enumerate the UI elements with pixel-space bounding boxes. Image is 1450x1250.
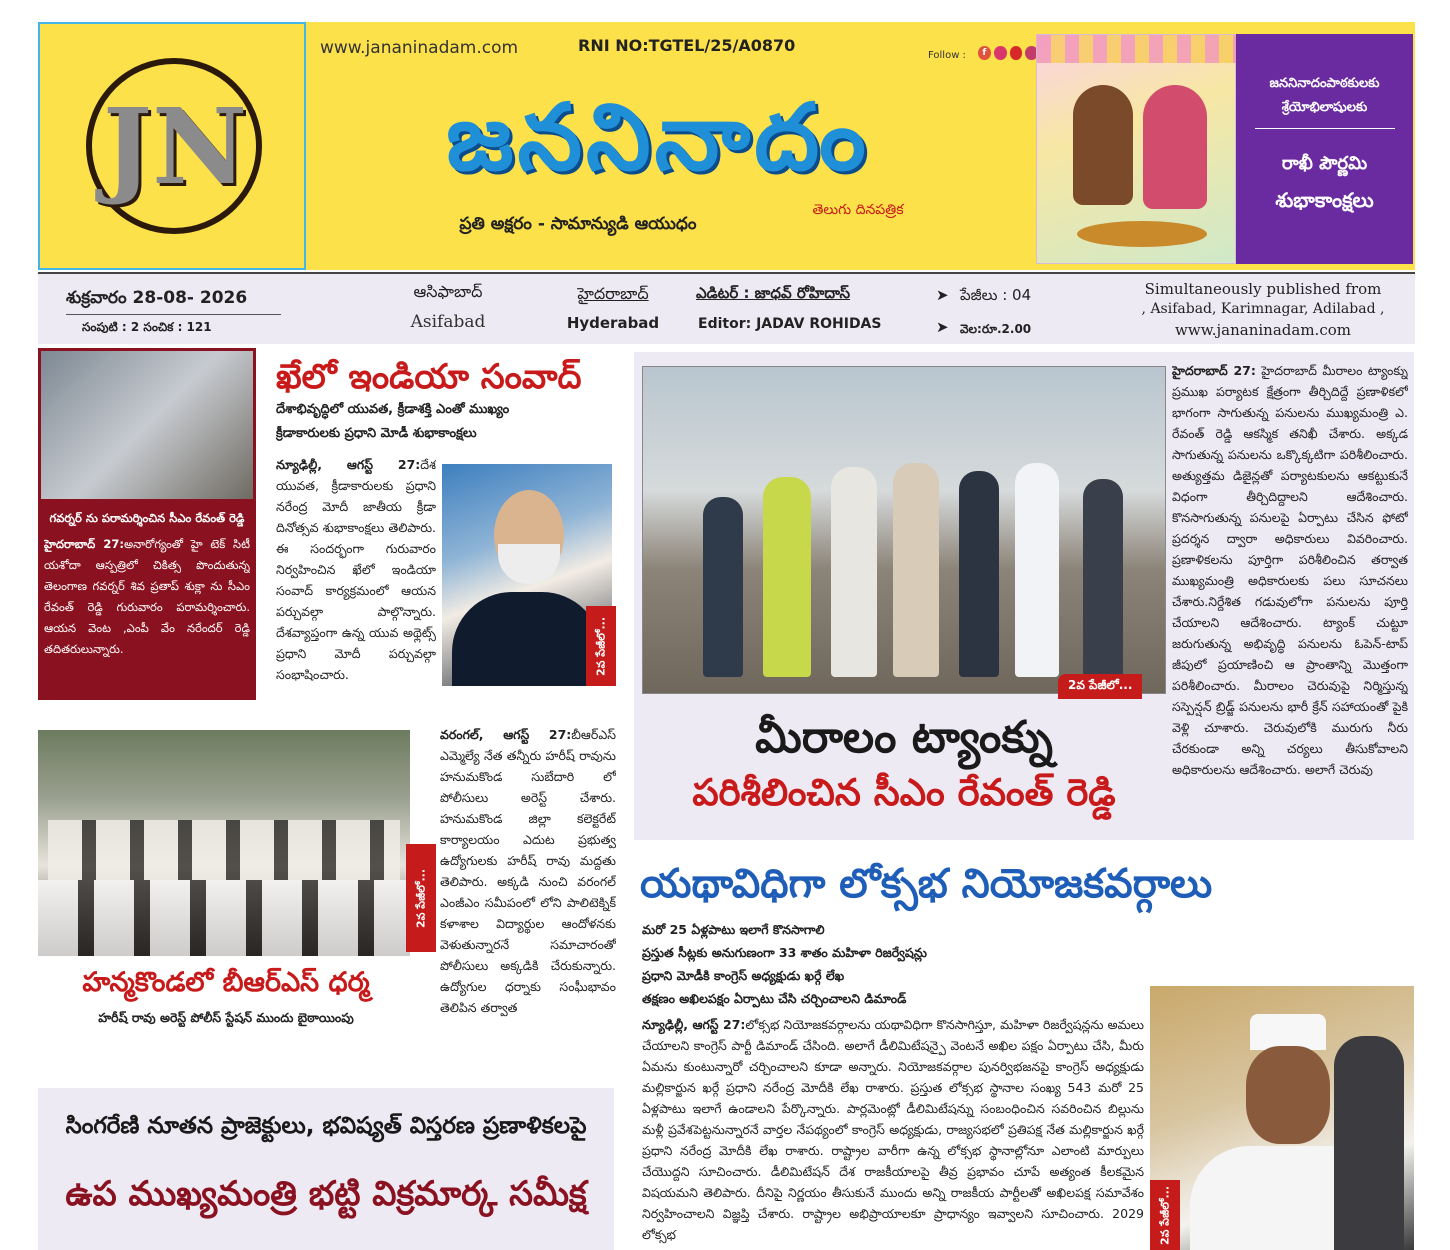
puja-plate [1077, 221, 1207, 247]
facebook-icon[interactable]: f [978, 46, 991, 60]
person-figure [1083, 479, 1123, 677]
portrait-beard [498, 544, 560, 584]
tagline: ప్రతి అక్షరం - సామాన్యుడి ఆయుధం [459, 214, 697, 234]
person-figure [1015, 463, 1059, 677]
price: వెల:రూ.2.00 [960, 322, 1032, 336]
city-asifabad-en: Asifabad [410, 312, 486, 332]
follow-label: Follow : [928, 50, 966, 61]
greeting-line-3: రాఖీ పౌర్ణమి [1281, 153, 1368, 174]
story-body [44, 534, 250, 696]
story-body [276, 454, 436, 694]
dateline: హైదరాబాద్ 27: [1172, 363, 1256, 378]
dateline: న్యూఢిల్లీ, ఆగస్ట్ 27: [276, 457, 421, 472]
page-count: పేజీలు : 04 [960, 286, 1032, 304]
info-bar [38, 272, 1415, 344]
subhead-4: తక్షణం అఖిలపక్షం ఏర్పాటు చేసి చర్చించాలని డిమాండ్ [642, 991, 907, 1006]
portrait-cap [1250, 1014, 1326, 1050]
headline-brs: హన్మకొండలో బీఆర్ఎస్ ధర్మ [82, 967, 370, 998]
arrow-icon: ➤ [936, 318, 949, 336]
date-underline [66, 314, 281, 315]
dateline: న్యూఢిల్లీ, ఆగస్ట్ 27: [642, 1017, 746, 1032]
subhead-1: మరో 25 ఏళ్లపాటు ఇలాగే కొనసాగాలి [642, 922, 825, 937]
continued-tag[interactable]: 2వ పేజీలో... [1058, 674, 1142, 699]
story-headline: గవర్నర్ ను పరామర్శించిన సీఎం రేవంత్ రెడ్డి [49, 511, 245, 525]
simultaneous-line-3[interactable]: www.jananinadam.com [1175, 321, 1351, 339]
greeting-line-1: జననినాదంపాఠకులకు [1269, 76, 1380, 91]
story-text: అనారోగ్యంతో హై టెక్ సిటీ యశోదా ఆస్పత్రిలో చికిత్స పొందుతున్న తెలంగాణ గవర్నర్ శివ ప్రతాప్ శుక్లా ను సీఎం రేవంత్ రెడ్డి గురువారం పరామర్శించారు. ఆయన వెంట ,ఎంపీ వేం నరేందర్ రెడ్డి తదితరులున్నారు. [44, 537, 250, 656]
subhead-khelo-1: దేశాభివృద్ధిలో యువత, క్రీడాశక్తి ఎంతో ముఖ్యం [276, 402, 510, 417]
issue-date: శుక్రవారం 28-08- 2026 [66, 288, 248, 308]
greeting-banner [1236, 34, 1413, 264]
subhead-list [642, 918, 1142, 1010]
subhead-3: ప్రధాని మోడీకి కాంగ్రెస్ అధ్యక్షుడు ఖర్గే లేఖ [642, 968, 845, 983]
headline-khelo: ఖేలో ఇండియా సంవాద్ [276, 357, 582, 397]
newspaper-title: జననినాదం [446, 84, 870, 191]
portrait-body [452, 592, 602, 686]
city-asifabad-te: ఆసిఫాబాద్ [413, 282, 483, 301]
social-icons [978, 46, 1038, 66]
story-body [642, 1014, 1144, 1250]
continued-tab[interactable]: 2వ పేజీలో... [586, 606, 616, 686]
headline-miralam-2: పరిశీలించిన సీఎం రేవంత్ రెడ్డి [692, 771, 1116, 814]
editor-en: Editor: JADAV ROHIDAS [698, 316, 882, 332]
subhead-brs: హరీష్ రావు అరెస్ట్ పోలీస్ స్టేషన్ ముందు బైఠాయింపు [98, 1010, 354, 1025]
simultaneous-line-2: , Asifabad, Karimnagar, Adilabad , [1141, 301, 1385, 317]
girl-figure [1143, 85, 1207, 209]
editor-te: ఎడిటర్ : జాధవ్ రోహిదాస్ [696, 284, 851, 302]
person-figure [763, 477, 811, 677]
story-text: బీఆర్ఎస్ ఎమ్మెల్యే నేత తన్నీరు హరీష్ రావును హనుమకొండ సుబేదారి లో పోలీసులు అరెస్ట్ చేశారు. హనుమకొండ జిల్లా కలెక్టరేట్ కార్యాలయం ఎదుట ప్రభుత్వ ఉద్యోగులకు హరీష్ రావు మద్దతు తెలిపారు. అక్కడి నుంచి వరంగల్ ఎంజీఎం సమీపంలో లోని పాలిటెక్నిక్ కళాశాల విద్యార్థుల ఆందోళనకు వెళుతున్నారనే సమాచారంతో పోలీసులు అక్కడికి చేరుకున్నారు. ఉద్యోగుల ధర్నాకు సంఘీభావం తెలిపిన తర్వాత [440, 727, 616, 1015]
masthead [38, 22, 1415, 270]
logo [38, 22, 306, 270]
garland-decoration [1037, 35, 1237, 63]
person-figure [893, 463, 939, 677]
guard-figure [1334, 1036, 1404, 1250]
greeting-line-2: శ్రేయోభిలాషులకు [1281, 100, 1368, 115]
headline-singareni-2: ఉప ముఖ్యమంత్రి భట్టి విక్రమార్క సమీక్ష [65, 1174, 587, 1214]
youtube-icon[interactable] [1010, 46, 1023, 60]
daily-label: తెలుగు దినపత్రిక [812, 202, 904, 218]
person-figure [703, 497, 743, 677]
city-hyderabad-en: Hyderabad [566, 314, 660, 332]
dateline: వరంగల్, ఆగస్ట్ 27: [440, 727, 572, 742]
crowd-row [48, 820, 400, 880]
protest-photo [38, 730, 410, 956]
rni-number: RNI NO:TGTEL/25/A0870 [578, 36, 796, 55]
crowd-row [38, 880, 410, 956]
story-text: హైదరాబాద్ మీరాలం ట్యాంక్ను ప్రముఖ పర్యాటక క్షేత్రంగా తీర్చిదిద్దే ప్రణాళికలో భాగంగా సాగుతున్న పనులను ముఖ్యమంత్రి ఎ. రేవంత్ రెడ్డి ఆకస్మిక తనిఖీ చేశారు. అక్కడ సాగుతున్న పనులను ఒక్కొక్కటిగా పరిశీలించారు. అత్యుత్తమ డిజైన్లతో పర్యాటకులను ఆకట్టుకునే విధంగా తీర్చిదిద్దాలని ఆదేశించారు. కొనసాగుతున్న పనులపై ఏర్పాటు చేసిన ఫోటో ప్రదర్శన ద్వారా అధికారులు వివరించారు. ప్రణాళికలను పూర్తిగా పరిశీలించిన తర్వాత ముఖ్యమంత్రి అధికారులకు పలు సూచనలు చేశారు.నిర్దేశిత గడువులోగా పనులను పూర్తి చేయాలని ఆదేశించారు. ట్యాంక్ చుట్టూ జరుగుతున్న అభివృద్ధి పనులను ఓపెన్-టాప్ జీపులో ప్రయాణించి ఆ ప్రాంతాన్ని మొత్తంగా పరిశీలించారు. మీరాలం చెరువుపై నిర్మిస్తున్న సస్పెన్షన్ బ్రిడ్జ్ పనులను భారీ క్రేన్ సహాయంతో పైకి వెళ్లి చూశారు. చెరువులోకి మురుగు నీరు చేరకుండా అన్ని చర్యలు తీసుకోవాలని అధికారులను ఆదేశించారు. అలాగే చెరువు [1172, 363, 1408, 777]
story-body [440, 724, 616, 1034]
kharge-photo [1150, 986, 1414, 1250]
headline-singareni-1: సింగరేణి నూతన ప్రాజెక్టులు, భవిష్యత్ విస్తరణ ప్రణాళికలపై [65, 1113, 587, 1139]
story-text: దేశ యువత, క్రీడాకారులకు ప్రధాని నరేంద్ర మోదీ జాతీయ క్రీడా దినోత్సవ శుభాకాంక్షలు తెలిపారు. ఈ సందర్భంగా గురువారం నిర్వహించిన ఖేలో ఇండియా సంవాద్ కార్యక్రమంలో ఆయన పర్చువల్గా పాల్గొన్నారు. దేశవ్యాప్తంగా ఉన్న యువ అథ్లెట్స్ ప్రధాని మోదీ పర్చువల్గా సంభాషించారు. [276, 457, 436, 682]
volume-issue: సంపుటి : 2 సంచిక : 121 [82, 320, 212, 334]
story-governor [38, 348, 256, 700]
person-figure [831, 467, 877, 677]
simultaneous-line-1: Simultaneously published from [1144, 280, 1382, 298]
arrow-icon: ➤ [936, 286, 949, 304]
story-text: లోక్సభ నియోజకవర్గాలను యథావిధిగా కొనసాగిస్తూ, మహిళా రిజర్వేషన్లను అమలు చేయాలని కాంగ్రెస్ పార్టీ డిమాండ్ చేసింది. అలాగే డీలిమిటేషన్పై వెంటనే అఖిల పక్షం ఏర్పాటు చేసి, మీరు ఏమను కుంటున్నారో చర్చించాలని కూడా అన్నారు. నియోజకవర్గాల పునర్విభజనపై కాంగ్రెస్ అధ్యక్షుడు మల్లికార్జున ఖర్గే ప్రధాని నరేంద్ర మోదీకి లేఖ రాశారు. ప్రస్తుత లోక్సభ స్థానాల సంఖ్య 543 మరో 25 ఏళ్లపాటు ఇలాగే ఉండాలని పేర్కొన్నారు. పార్లమెంట్లో డీలిమిటేషన్ను సంబంధించిన సవరించిన బిల్లును మళ్లీ ప్రవేశపెట్టనున్నారనే వార్తల నేపథ్యంలో కాంగ్రెస్ అధ్యక్షుడు, రాజ్యసభలో ప్రతిపక్ష నేత మల్లికార్జున ఖర్గే ప్రధాని నరేంద్ర మోదీకి లేఖ రాశారు. రాష్ట్రాల వారీగా ఉన్న లోక్సభ స్థానాల్లోనూ ఎలాంటి మార్పులు చేయొద్దని సూచించారు. డీలిమిటేషన్ దేశ రాజకీయాలపై తీవ్ర ప్రభావం చూపే అత్యంత కీలకమైన విషయమని తెలిపారు. దీనిపై నిర్ణయం తీసుకునే ముందు అన్ని రాజకీయ పార్టీలతో అఖిలపక్ష సమావేశం నిర్వహించాలని విజ్ఞప్తి చేశారు. రాష్ట్రాల అభిప్రాయాలకూ ప్రాధాన్యం ఇవ్వాలని సూచించారు. 2029 లోక్సభ [642, 1017, 1144, 1242]
subhead-2: ప్రస్తుత సీట్లకు అనుగుణంగా 33 శాతం మహిళా రిజర్వేషన్లు [642, 945, 927, 960]
headline-miralam-1: మీరాలం ట్యాంక్ను [755, 712, 1053, 763]
subhead-khelo-2: క్రీడాకారులకు ప్రధాని మోడీ శుభాకాంక్షలు [276, 426, 477, 441]
headline-loksabha: యథావిధిగా లోక్సభ నియోజకవర్గాలు [640, 861, 1213, 907]
story-body [1172, 360, 1408, 830]
tank-photo [642, 366, 1166, 694]
portrait-face [1246, 1046, 1330, 1144]
greeting-line-4: శుభాకాంక్షలు [1275, 188, 1374, 212]
continued-tab[interactable]: 2వ పేజీలో... [1150, 1180, 1180, 1250]
city-hyderabad-te: హైదరాబాద్ [577, 284, 649, 303]
website-link[interactable]: www.jananinadam.com [320, 38, 519, 58]
logo-letters: JN [102, 85, 248, 208]
continued-tab[interactable]: 2వ పేజీలో... [406, 844, 436, 952]
greeting-divider [1255, 128, 1395, 129]
greeting-image [1036, 34, 1236, 264]
dateline: హైదరాబాద్ 27: [44, 537, 124, 551]
person-figure [959, 471, 999, 677]
boy-figure [1073, 85, 1133, 205]
instagram-icon[interactable] [994, 46, 1007, 60]
hospital-photo [41, 351, 253, 499]
